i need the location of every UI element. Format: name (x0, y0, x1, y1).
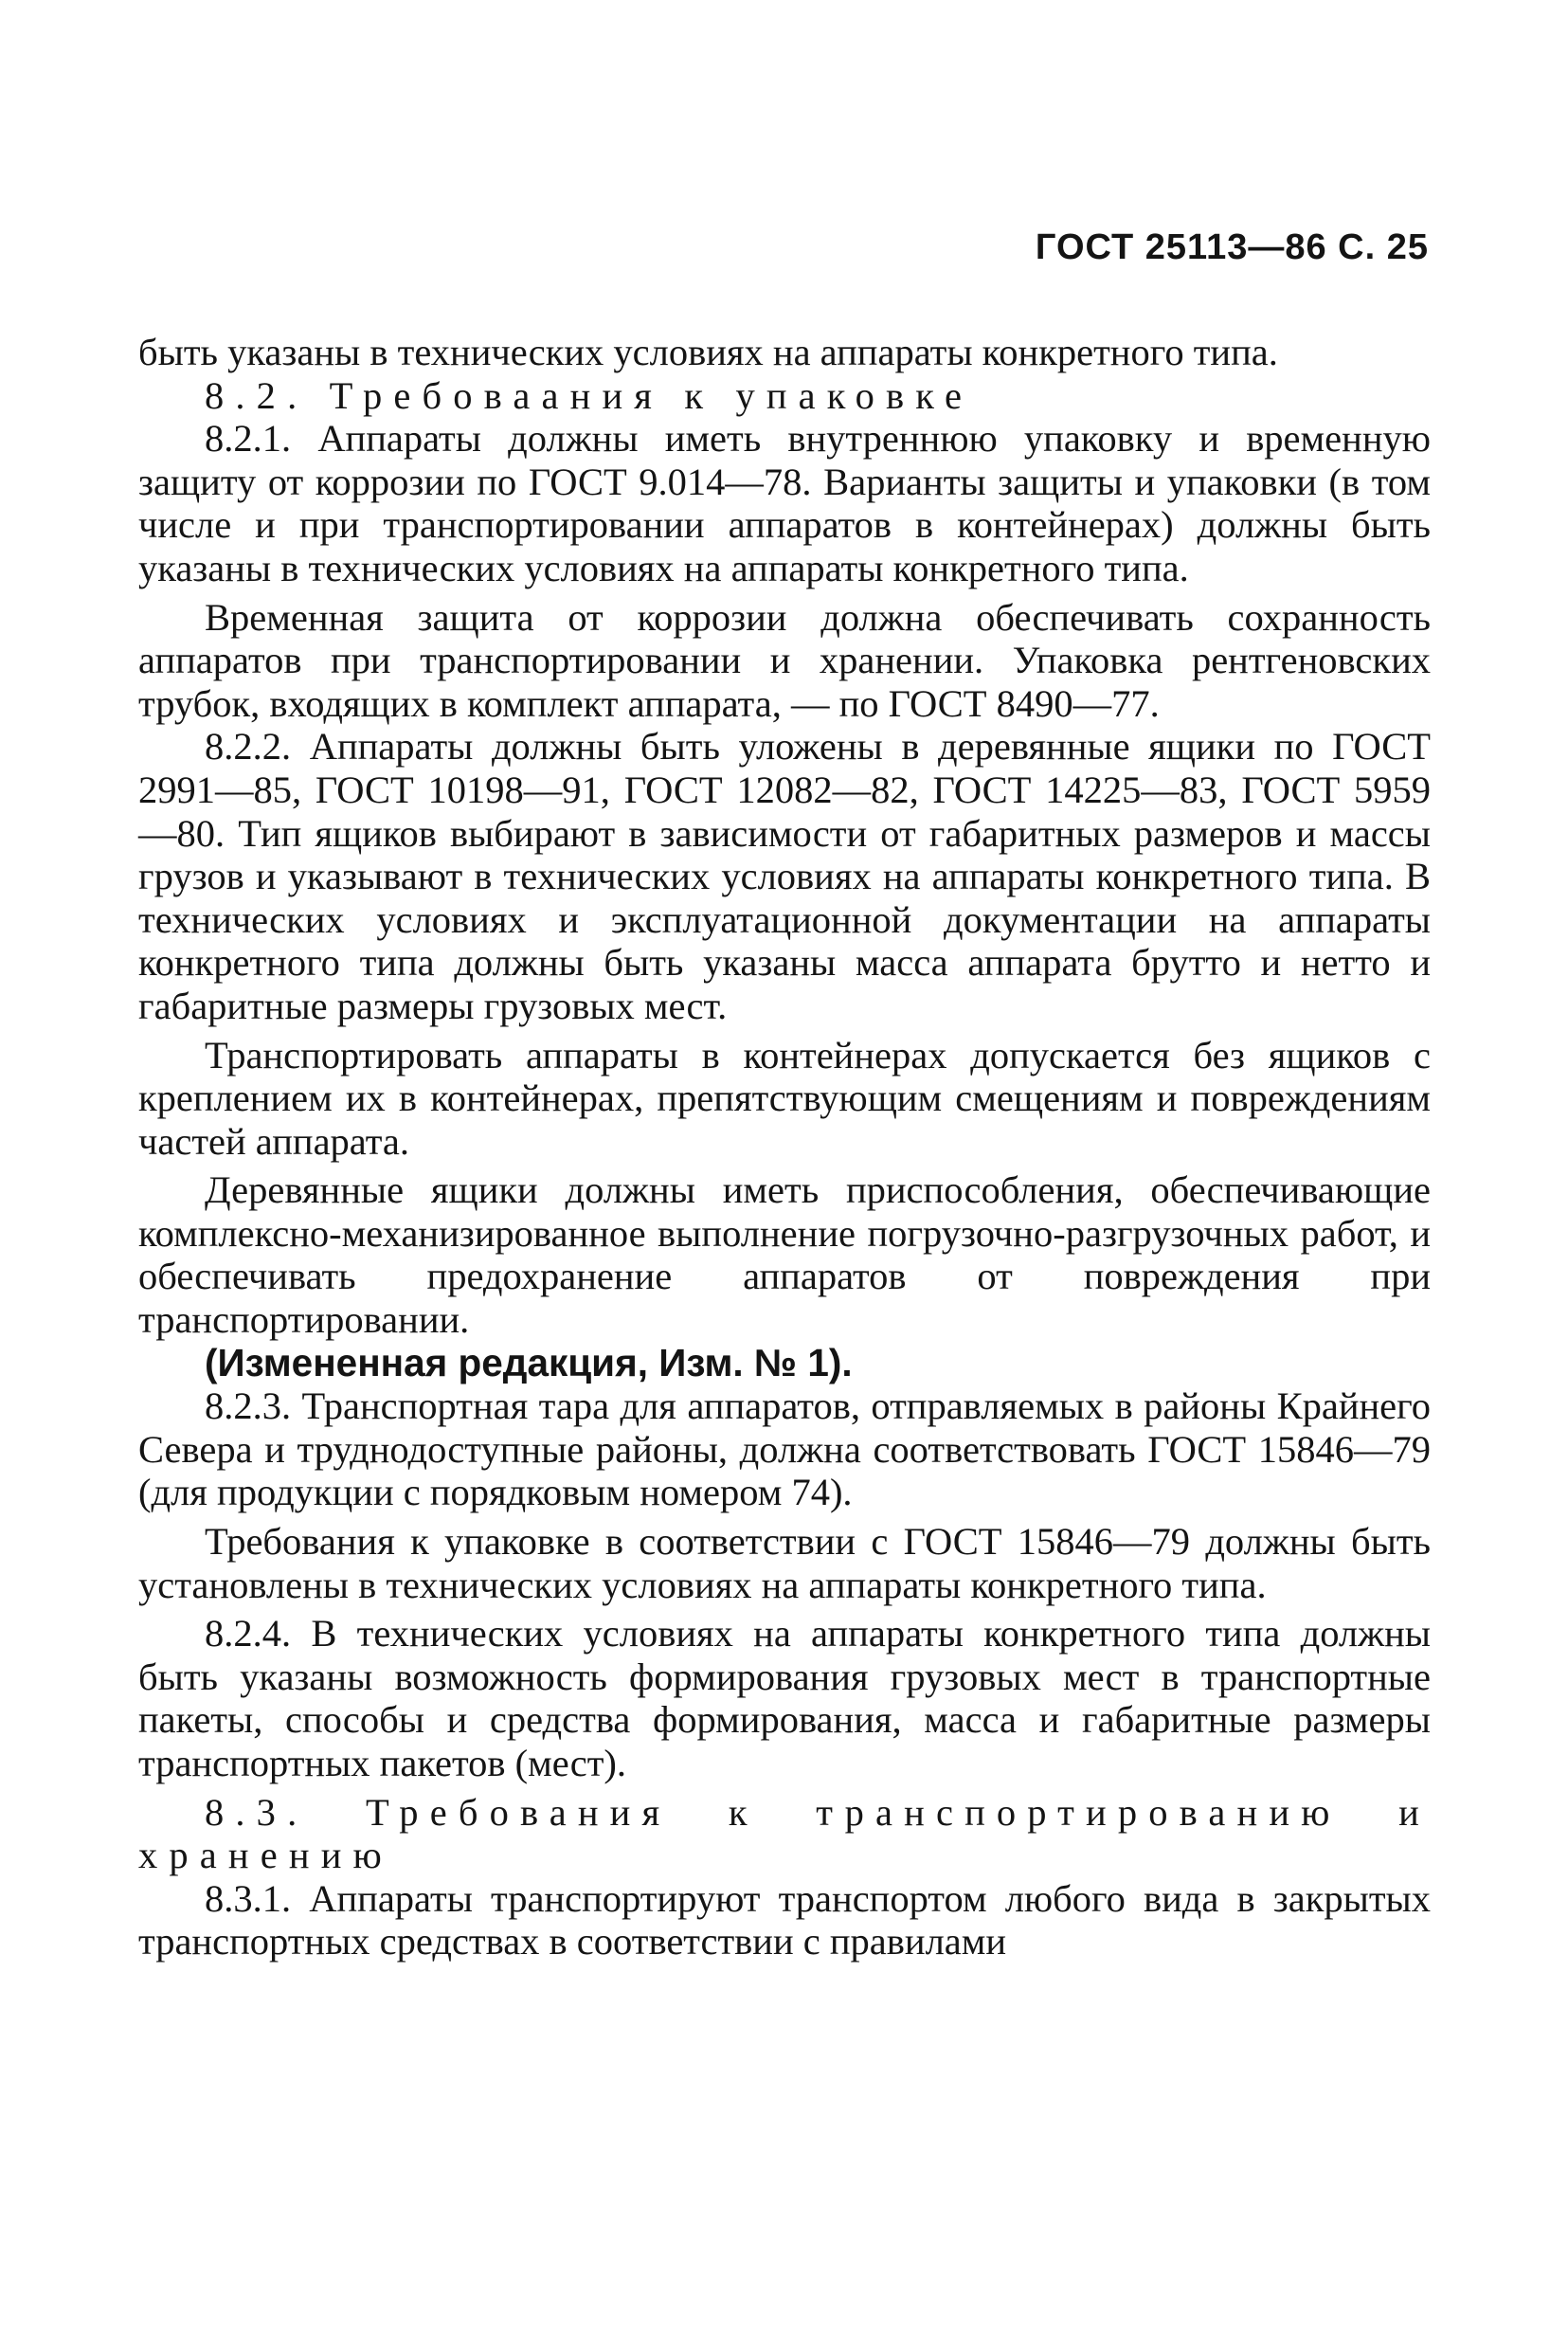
clause-8-2-4: 8.2.4. В технических условиях на аппараты конкретного типа должны быть указаны возможность формирования грузовых мест в транспортные пакеты, способы и средства формирования, масса и габаритные размеры транспортных пакетов (мест). (138, 1612, 1431, 1784)
section-heading-transport-storage: 8.3. Требования к транспортированию и хранению (138, 1790, 1431, 1877)
clause-8-2-1: 8.2.1. Аппараты должны иметь внутреннюю упаковку и временную защиту от коррозии по ГОСТ 9.014—78. Варианты защиты и упаковки (в том числе и при транспортировании аппаратов в контейнерах) должны быть указаны в технических условиях на аппараты конкретного типа. (138, 417, 1431, 589)
paragraph-corrosion-protection: Временная защита от коррозии должна обеспечивать сохранность аппаратов при транспортировании и хранении. Упаковка рентгеновских трубок, входящих в комплект аппарата, — по ГОСТ 8490—77. (138, 595, 1431, 725)
clause-8-3-1: 8.3.1. Аппараты транспортируют транспортом любого вида в закрытых транспортных средствах в соответствии с правилами (138, 1876, 1431, 1963)
paragraph-container-transport: Транспортировать аппараты в контейнерах допускается без ящиков с креплением их в контейнерах, препятствующим смещениям и повреждениям частей аппарата. (138, 1033, 1431, 1163)
running-head: ГОСТ 25113—86 С. 25 (1035, 227, 1429, 267)
paragraph-continuation: быть указаны в технических условиях на аппараты конкретного типа. (138, 331, 1278, 373)
paragraph-packaging-requirements: Требования к упаковке в соответствии с ГОСТ 15846—79 должны быть установлены в технических условиях на аппараты конкретного типа. (138, 1520, 1431, 1606)
clause-8-2-2: 8.2.2. Аппараты должны быть уложены в деревянные ящики по ГОСТ 2991—85, ГОСТ 10198—91, ГОСТ 12082—82, ГОСТ 14225—83, ГОСТ 5959—80. Тип ящиков выбирают в зависимости от габаритных размеров и массы грузов и указывают в технических условиях на аппараты конкретного типа. В технических условиях и эксплуатационной документации на аппараты конкретного типа должны быть указаны масса аппарата брутто и нетто и габаритные размеры грузовых мест. (138, 725, 1431, 1027)
section-heading-packaging: 8.2. Требоваания к упаковке (205, 373, 974, 417)
clause-8-2-3: 8.2.3. Транспортная тара для аппаратов, отправляемых в районы Крайнего Севера и труднодоступные районы, должна соответствовать ГОСТ 15846—79 (для продукции с порядковым номером 74). (138, 1384, 1431, 1514)
amendment-note: (Измененная редакция, Изм. № 1). (205, 1340, 853, 1384)
paragraph-wooden-boxes: Деревянные ящики должны иметь приспособления, обеспечивающие комплексно-механизированное выполнение погрузочно-разгрузочных работ, и обеспечивать предохранение аппаратов от повреждения при транспортировании. (138, 1168, 1431, 1342)
document-body (138, 331, 1431, 1963)
document-page (138, 227, 1431, 1963)
